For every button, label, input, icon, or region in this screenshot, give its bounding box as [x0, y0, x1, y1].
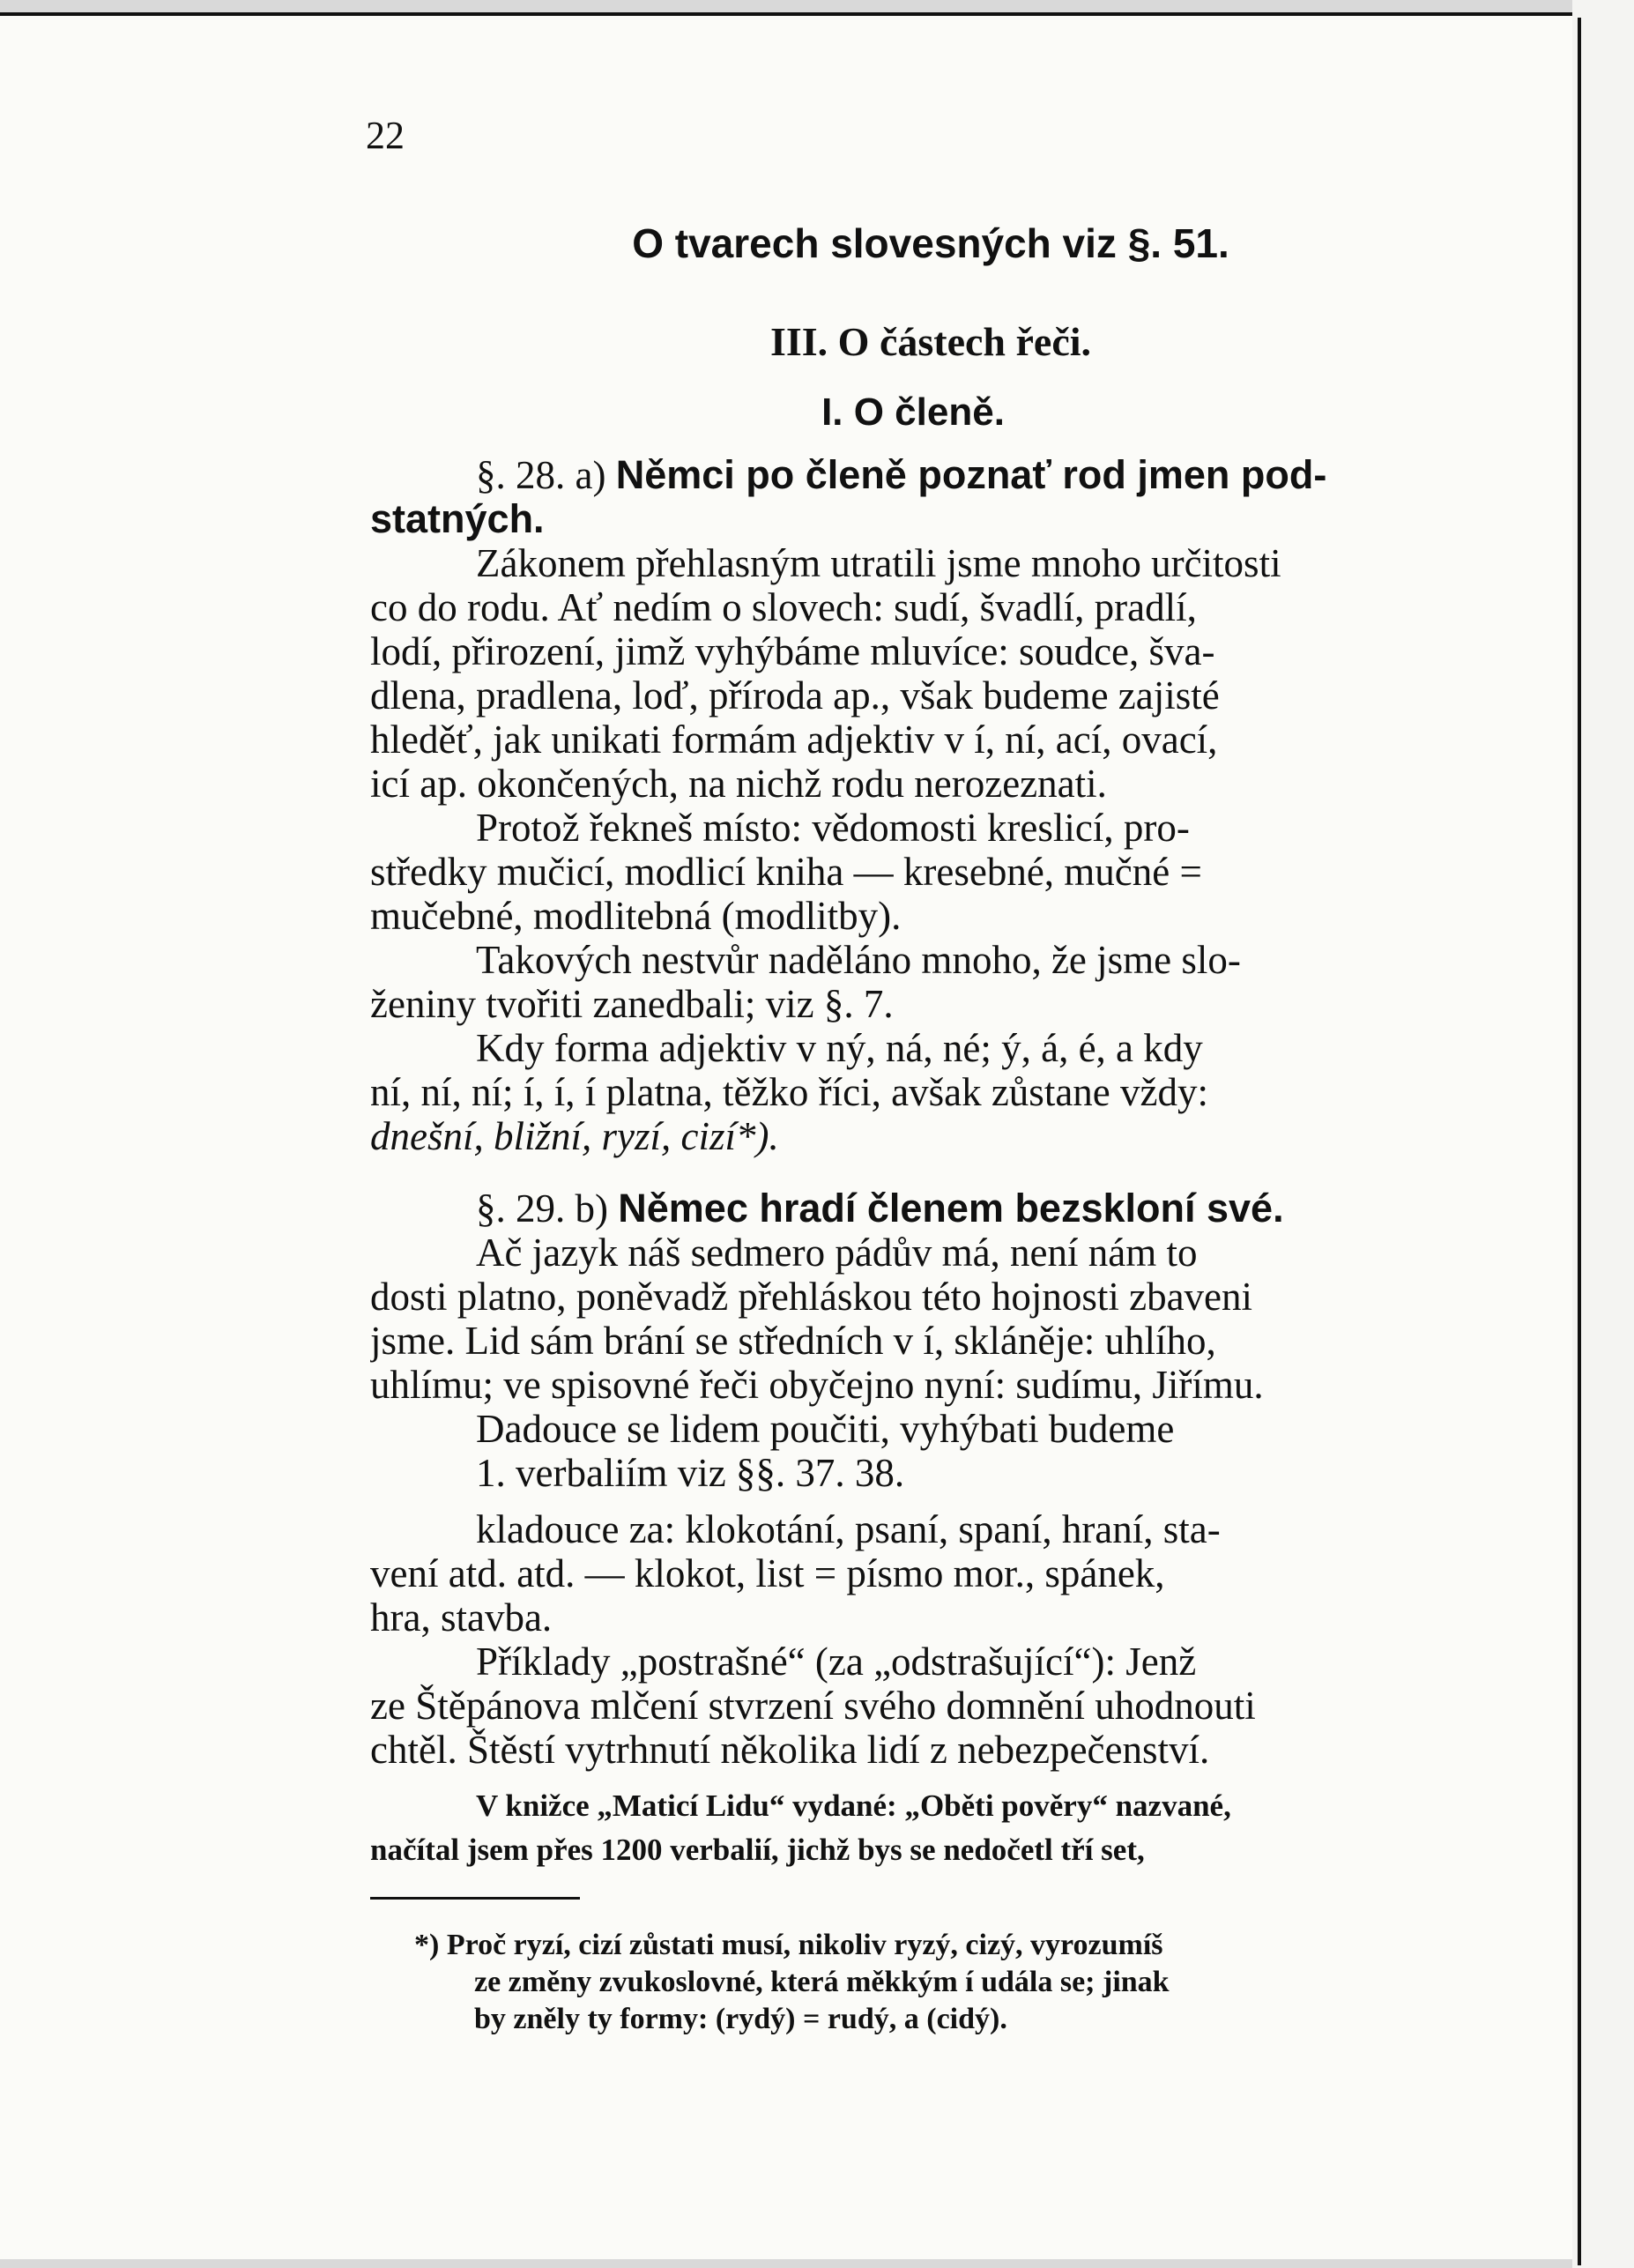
text-line: dosti platno, poněvadž přehláskou této hojnosti zbaveni [370, 1275, 1253, 1319]
text-line: dnešní, bližní, ryzí, cizí*). [370, 1114, 779, 1158]
text-line: ženiny tvořiti zanedbali; viz §. 7. [370, 982, 894, 1026]
text-line: hleděť, jak unikati formám adjektiv v í, ní, ací, ovací, [370, 718, 1218, 762]
para-28-heading-line1 [370, 453, 1456, 497]
footnote-line: ze změny zvukoslovné, která měkkým í udála se; jinak [474, 1966, 1170, 1998]
para-28-label: §. 28. a) [476, 453, 606, 497]
text-line: hra, stavba. [370, 1595, 553, 1640]
footnote [414, 1927, 1456, 2038]
part-heading-block [370, 316, 1456, 368]
text-line: chtěl. Štěstí vytrhnutí několika lidí z nebezpečenství. [370, 1728, 1210, 1772]
text-line: Ač jazyk náš sedmero pádův má, není nám to [476, 1231, 1198, 1275]
text-line: jsme. Lid sám brání se středních v í, skláněje: uhlího, [370, 1319, 1216, 1363]
body-text-1 [370, 541, 1456, 1158]
para-29-heading-line [370, 1186, 1456, 1231]
facing-page-edge [1572, 0, 1634, 2268]
text-line: Protož řekneš místo: vědomosti kreslicí, pro- [476, 806, 1190, 850]
text-line: ze Štěpánova mlčení stvrzení svého domnění uhodnouti [370, 1684, 1256, 1728]
para-28-heading-text: Němci po členě poznať rod jmen pod- [615, 453, 1327, 497]
text-line: středky mučicí, modlicí kniha — kresebné, mučné = [370, 850, 1202, 894]
text-line: Příklady „postrašné“ (za „odstrašující“): Jenž [476, 1640, 1197, 1684]
text-line: uhlímu; ve spisovné řeči obyčejno nyní: sudímu, Jiřímu. [370, 1363, 1264, 1407]
text-line: kladouce za: klokotání, psaní, spaní, hraní, sta- [476, 1507, 1221, 1551]
verb-forms-note [370, 217, 1456, 270]
small-line: načítal jsem přes 1200 verbalií, jichž bys se nedočetl tří set, [370, 1833, 1145, 1867]
section-title: I. O členě. [821, 390, 1005, 434]
section-heading-block [370, 388, 1456, 437]
text-line: Zákonem přehlasným utratili jsme mnoho určitosti [476, 541, 1281, 585]
para-29-heading-text: Němec hradí členem bezskloní své. [618, 1186, 1284, 1231]
paragraph-29-heading [370, 1186, 1456, 1231]
body-text-2 [370, 1231, 1456, 1772]
page-number: 22 [366, 114, 405, 157]
text-line: ní, ní, ní; í, í, í platna, těžko říci, avšak zůstane vždy: [370, 1070, 1208, 1114]
footnote-rule [370, 1897, 580, 1900]
small-line: V knižce „Maticí Lidu“ vydané: „Oběti pověry“ nazvané, [476, 1788, 1231, 1823]
verb-forms-heading: O tvarech slovesných viz §. 51. [632, 220, 1229, 266]
part-title: III. O částech řeči. [769, 319, 1092, 364]
footnote-line: *) Proč ryzí, cizí zůstati musí, nikoliv ryzý, cizý, vyrozumíš [414, 1929, 1163, 1961]
text-line: mučebné, modlitebná (modlitby). [370, 894, 902, 938]
text-line: Kdy forma adjektiv v ný, ná, né; ý, á, é, a kdy [476, 1026, 1203, 1070]
small-print-note [370, 1784, 1456, 1872]
text-line: co do rodu. Ať nedím o slovech: sudí, švadlí, pradlí, [370, 585, 1197, 629]
text-line: dlena, pradlena, loď, příroda ap., však budeme zajisté [370, 673, 1220, 718]
para-29-label: §. 29. b) [476, 1186, 608, 1231]
text-line: Takových nestvůr naděláno mnoho, že jsme slo- [476, 938, 1241, 982]
text-line: 1. verbaliím viz §§. 37. 38. [476, 1451, 905, 1495]
text-line: vení atd. atd. — klokot, list = písmo mor., spánek, [370, 1551, 1165, 1595]
para-28-heading-line2: statných. [370, 497, 545, 541]
text-line: icí ap. okončených, na nichž rodu nerozeznati. [370, 762, 1107, 806]
text-line: lodí, přirození, jimž vyhýbáme mluvíce: soudce, šva- [370, 629, 1215, 673]
text-line: Dadouce se lidem poučiti, vyhýbati budeme [476, 1407, 1175, 1451]
paragraph-28-heading [370, 453, 1456, 541]
footnote-line: by zněly ty formy: (rydý) = rudý, a (cidý). [474, 2003, 1007, 2035]
